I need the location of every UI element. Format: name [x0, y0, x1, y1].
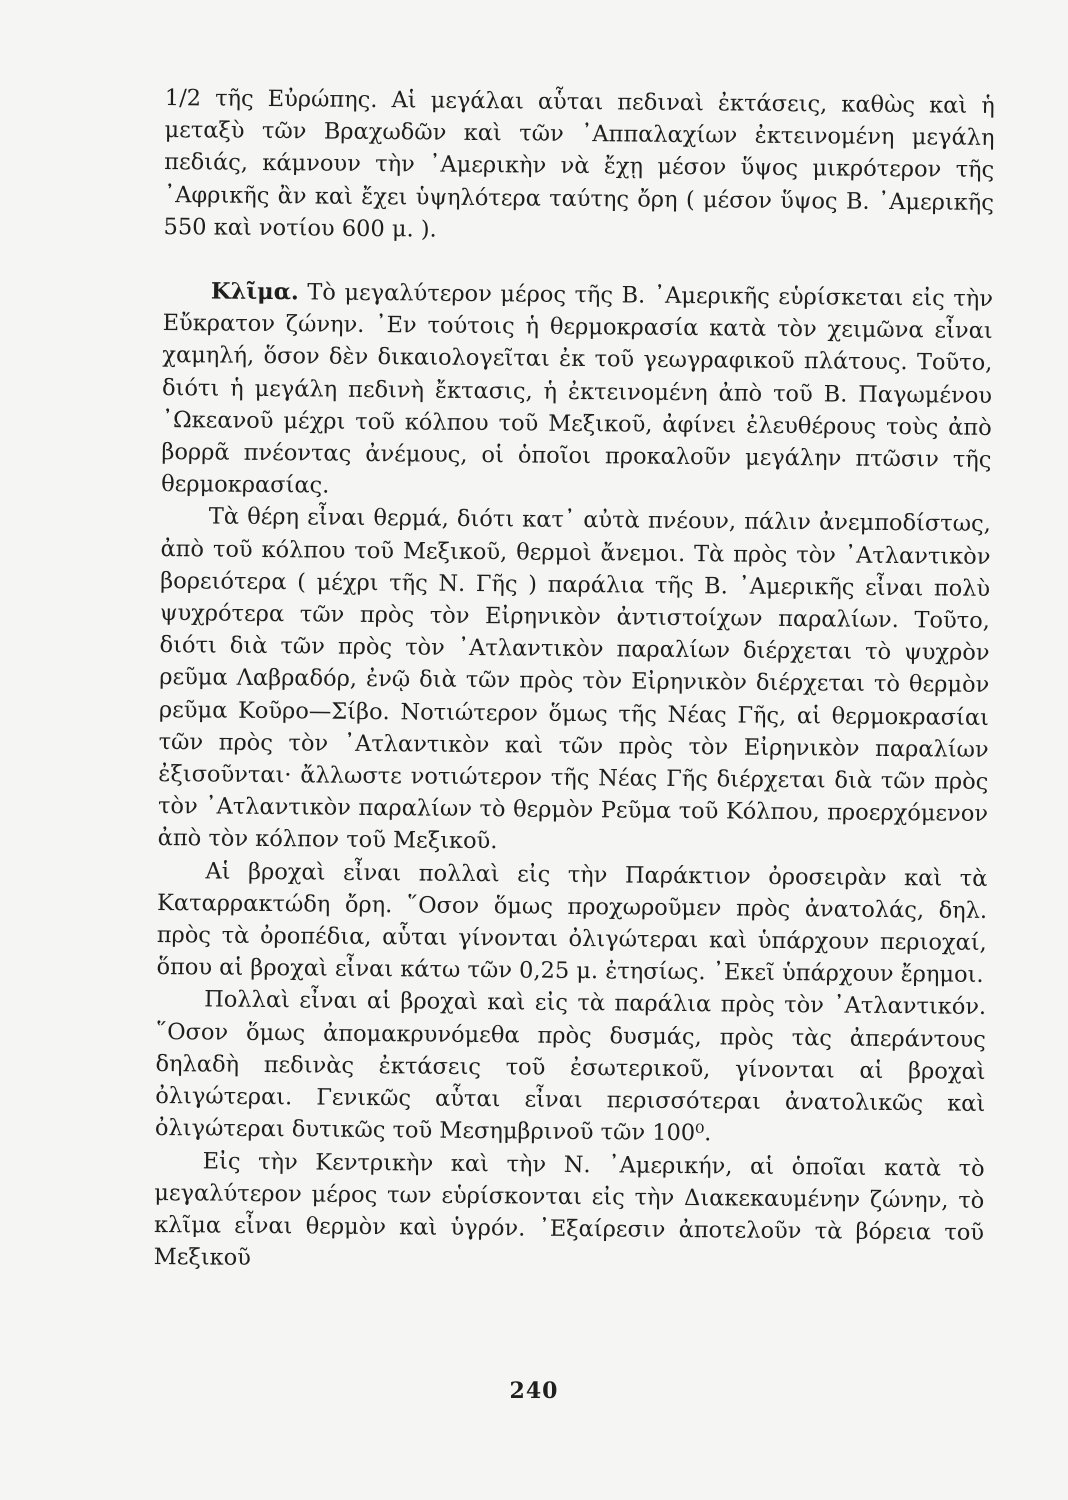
paragraph-rain-east: Πολλαὶ εἶναι αἱ βροχαὶ καὶ εἰς τὰ παράλια πρὸς τὸν ᾿Ατλαντικόν. ῞Οσον ὅμως ἀπομακρυνόμεθα πρὸς δυσμάς, πρὸς τὰς ἀπεράντους δηλαδὴ πεδινὰς ἐκτάσεις τοῦ ἐσωτερικοῦ, γίνονται αἱ βροχαὶ ὀλιγώτεραι. Γενικῶς αὗται εἶναι περισσότεραι ἀνατολικῶς καὶ ὀλιγώτεραι δυτικῶς τοῦ Μεσημβρινοῦ τῶν 100⁰. — [154, 986, 987, 1147]
section-heading-climate: Κλῖμα. — [210, 278, 299, 306]
paragraph-climate — [161, 275, 993, 508]
paragraph-climate-text: Τὸ μεγαλύτερον μέρος τῆς Β. ᾿Αμερικῆς εὑρίσκεται εἰς τὴν Εὔκρατον ζώνην. ᾿Εν τούτοις ἡ θερμοκρασία κατὰ τὸν χειμῶνα εἶναι χαμηλή, ὅσον δὲν δικαιολογεῖται ἐκ τοῦ γεωγραφικοῦ πλάτους. Τοῦτο, διότι ἡ μεγάλη πεδινὴ ἔκτασις, ἡ ἐκτεινομένη ἀπὸ τοῦ Β. Παγωμένου ᾿Ωκεανοῦ μέχρι τοῦ κόλπου τοῦ Μεξικοῦ, ἀφίνει ἐλευθέρους τοὺς ἀπὸ βορρᾶ πνέοντας ἀνέμους, οἱ ὁποῖοι προκαλοῦν μεγάλην πτῶσιν τῆς θερμοκρασίας. — [161, 279, 994, 499]
paragraph-central-south: Εἰς τὴν Κεντρικὴν καὶ τὴν Ν. ᾿Αμερικήν, αἱ ὁποῖαι κατὰ τὸ μεγαλύτερον μέρος των εὑρίσκονται εἰς τὴν Διακεκαυμένην ζώνην, τὸ κλῖμα εἶναι θερμὸν καὶ ὑγρόν. ᾿Εξαίρεσιν ἀποτελοῦν τὰ βόρεια τοῦ Μεξικοῦ — [153, 1147, 985, 1271]
paragraph-rain-west: Αἱ βροχαὶ εἶναι πολλαὶ εἰς τὴν Παράκτιον ὀροσειρὰν καὶ τὰ Καταρρακτώδη ὄρη. ῞Οσον ὅμως προχωροῦμεν πρὸς ἀνατολάς, δηλ. πρὸς τὰ ὀροπέδια, αὗται γίνονται ὀλιγώτεραι καὶ ὑπάρχουν περιοχαί, ὅπου αἱ βροχαὶ εἶναι κάτω τῶν 0,25 μ. ἐτησίως. ᾿Εκεῖ ὑπάρχουν ἔρημοι. — [156, 858, 988, 989]
body-text — [154, 82, 995, 1281]
paragraph-summers: Τὰ θέρη εἶναι θερμά, διότι κατ᾿ αὐτὰ πνέουν, πάλιν ἀνεμποδίστως, ἀπὸ τοῦ κόλπου τοῦ Μεξικοῦ, θερμοὶ ἄνεμοι. Τὰ πρὸς τὸν ᾿Ατλαντικὸν βορειότερα ( μέχρι τῆς Ν. Γῆς ) παράλια τῆς Β. ᾿Αμερικῆς εἶναι πολὺ ψυχρότερα τῶν πρὸς τὸν Εἰρηνικὸν ἀντιστοίχων παραλίων. Τοῦτο, διότι διὰ τῶν πρὸς τὸν ᾿Ατλαντικὸν παραλίων διέρχεται τὸ ψυχρὸν ρεῦμα Λαβραδόρ, ἐνῷ διὰ τῶν πρὸς τὸν Εἰρηνικὸν διέρχεται τὸ θερμὸν ρεῦμα Κοῦρο—Σίβο. Νοτιώτερον ὅμως τῆς Νέας Γῆς, αἱ θερμοκρασίαι τῶν πρὸς τὸν ᾿Ατλαντικὸν καὶ τῶν πρὸς τὸν Εἰρηνικὸν παραλίων ἐξισοῦνται· ἄλλωστε νοτιώτερον τῆς Νέας Γῆς διέρχεται διὰ τῶν πρὸς τὸν ᾿Ατλαντικὸν παραλίων τὸ θερμὸν Ρεῦμα τοῦ Κόλπου, προερχόμενον ἀπὸ τὸν κόλπον τοῦ Μεξικοῦ. — [157, 503, 991, 855]
page-number: 240 — [509, 1378, 559, 1404]
paragraph-relief-summary: 1/2 τῆς Εὐρώπης. Αἱ μεγάλαι αὗται πεδιναὶ ἐκτάσεις, καθὼς καὶ ἡ μεταξὺ τῶν Βραχωδῶν καὶ τῶν ᾿Αππαλαχίων ἐκτεινομένη μεγάλη πεδιάς, κάμνουν τὴν ᾿Αμερικὴν νὰ ἔχῃ μέσον ὕψος μικρότερον τῆς ᾿Αφρικῆς ἂν καὶ ἔχει ὑψηλότερα ταύτης ὄρη ( μέσον ὕψος Β. ᾿Αμερικῆς 550 καὶ νοτίου 600 μ. ). — [163, 84, 995, 243]
